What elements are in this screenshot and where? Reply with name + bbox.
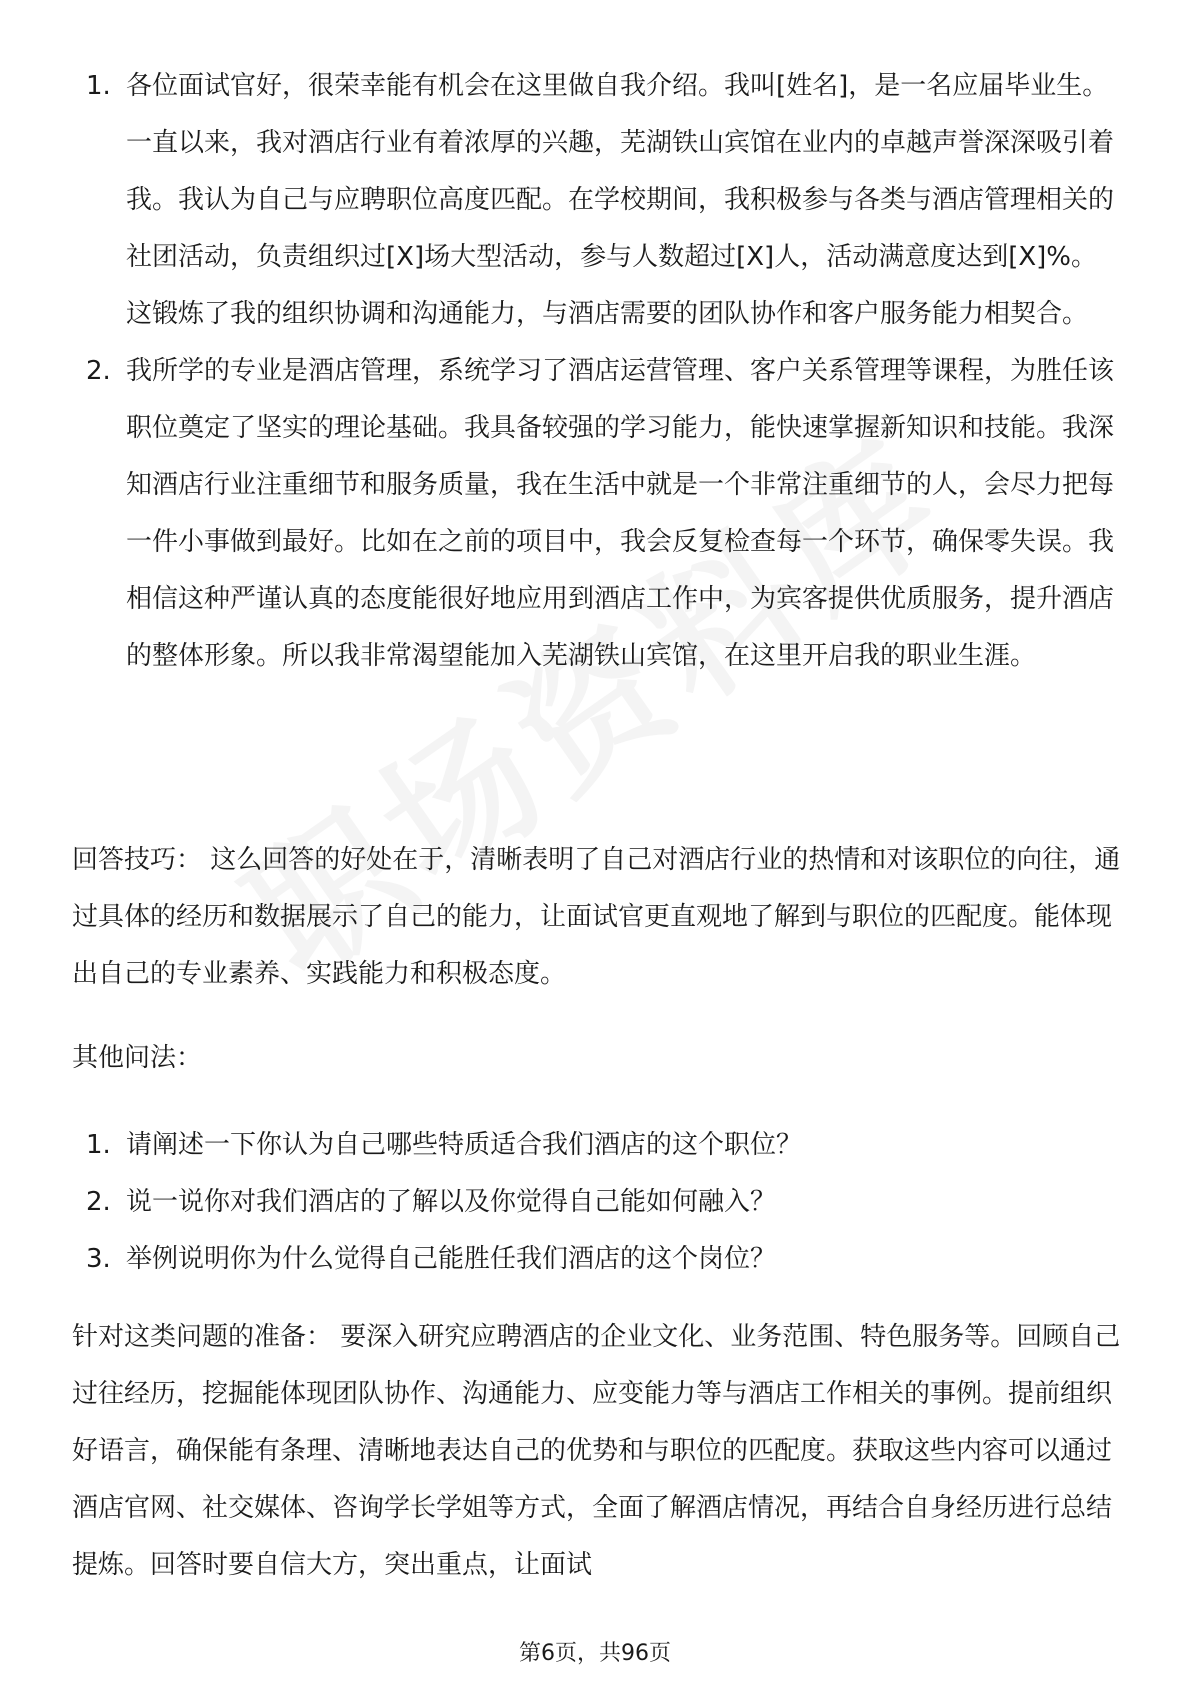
list-item-number: 2.: [86, 1187, 111, 1217]
list-item-text: 我所学的专业是酒店管理，系统学习了酒店运营管理、客户关系管理等课程，为胜任该职位奠定了坚实的理论基础。我具备较强的学习能力，能快速掌握新知识和技能。我深知酒店行业注重细节和服务质量，我在生活中就是一个非常注重细节的人，会尽力把每一件小事做到最好。比如在之前的项目中，我会反复检查每一个环节，确保零失误。我相信这种严谨认真的态度能很好地应用到酒店工作中，为宾客提供优质服务，提升酒店的整体形象。所以我非常渴望能加入芜湖铁山宾馆，在这里开启我的职业生涯。: [126, 356, 1115, 671]
list-item: [0, 343, 1190, 685]
page-number-footer: 第6页，共96页: [519, 1641, 671, 1666]
list-item-number: 1.: [86, 1130, 111, 1160]
list-item: [0, 1231, 1190, 1288]
answer-tip-paragraph: 回答技巧： 这么回答的好处在于，清晰表明了自己对酒店行业的热情和对该职位的向往，通过具体的经历和数据展示了自己的能力，让面试官更直观地了解到与职位的匹配度。能体现出自己的专业素养、实践能力和积极态度。: [72, 845, 1121, 989]
list-item-number: 3.: [86, 1244, 111, 1274]
list-item: [0, 1117, 1190, 1174]
list-item-text: 举例说明你为什么觉得自己能胜任我们酒店的这个岗位？: [126, 1244, 777, 1274]
list-item-number: 2.: [86, 356, 111, 386]
list-item-number: 1.: [86, 71, 111, 101]
list-item-text: 各位面试官好，很荣幸能有机会在这里做自我介绍。我叫[姓名]，是一名应届毕业生。一直以来，我对酒店行业有着浓厚的兴趣，芜湖铁山宾馆在业内的卓越声誉深深吸引着我。我认为自己与应聘职位高度匹配。在学校期间，我积极参与各类与酒店管理相关的社团活动，负责组织过[X]场大型活动，参与人数超过[X]人，活动满意度达到[X]%。这锻炼了我的组织协调和沟通能力，与酒店需要的团队协作和客户服务能力相契合。: [126, 71, 1115, 329]
answer-list: [0, 58, 1190, 685]
list-item: [0, 58, 1190, 343]
list-item-text: 请阐述一下你认为自己哪些特质适合我们酒店的这个职位？: [126, 1130, 803, 1160]
other-questions-heading: 其他问法：: [72, 1043, 203, 1073]
other-questions-list: [0, 1117, 1190, 1288]
list-item: [0, 1174, 1190, 1231]
preparation-paragraph: 针对这类问题的准备： 要深入研究应聘酒店的企业文化、业务范围、特色服务等。回顾自己过往经历，挖掘能体现团队协作、沟通能力、应变能力等与酒店工作相关的事例。提前组织好语言，确保能有条理、清晰地表达自己的优势和与职位的匹配度。获取这些内容可以通过酒店官网、社交媒体、咨询学长学姐等方式，全面了解酒店情况，再结合自身经历进行总结提炼。回答时要自信大方，突出重点，让面试: [72, 1322, 1121, 1580]
list-item-text: 说一说你对我们酒店的了解以及你觉得自己能如何融入？: [126, 1187, 777, 1217]
